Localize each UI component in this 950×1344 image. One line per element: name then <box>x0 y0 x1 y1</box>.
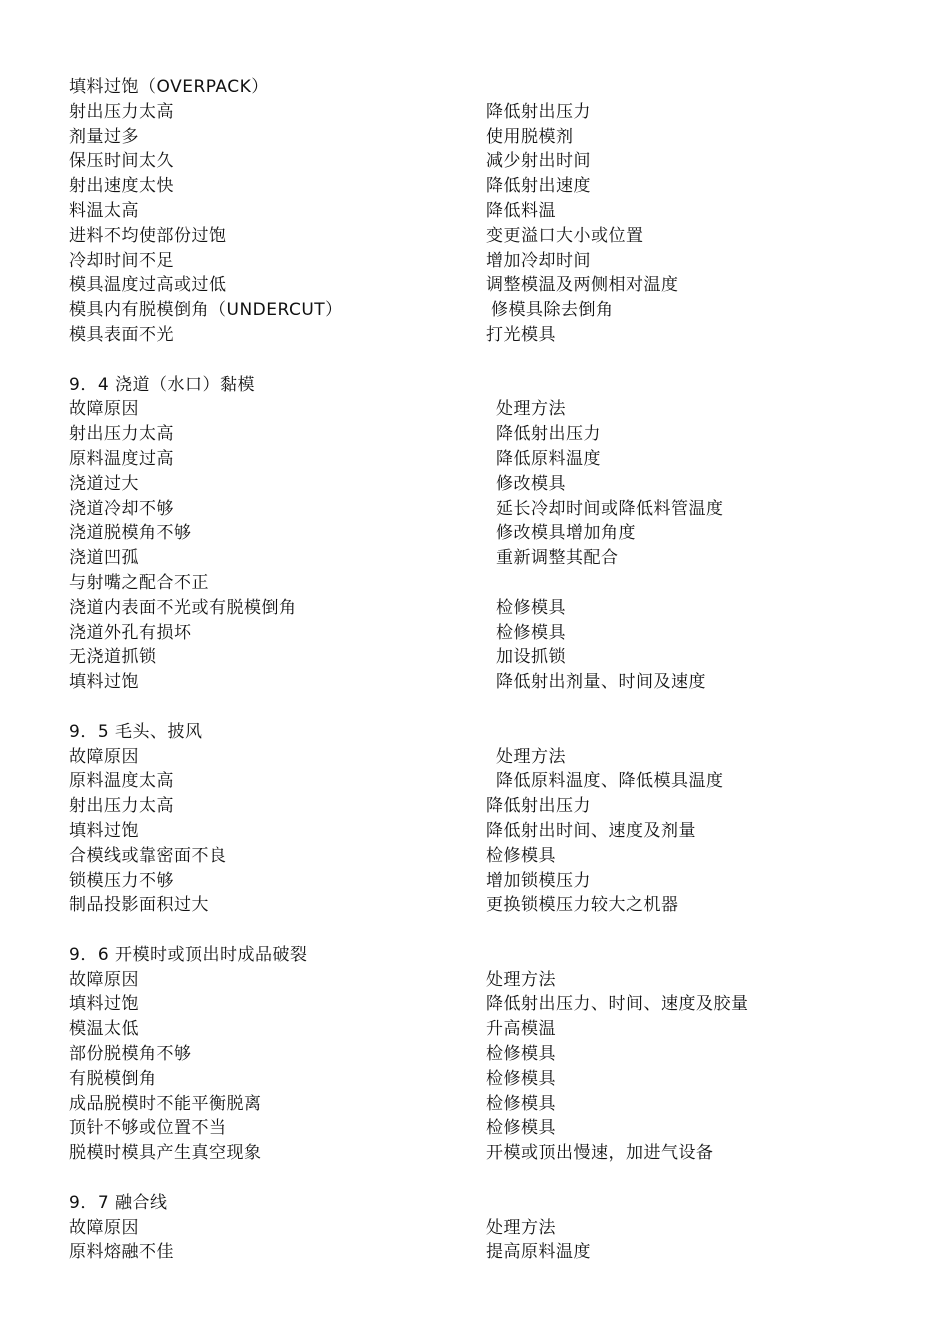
section-title-text: 9．6 开模时或顶出时成品破裂 <box>69 944 308 965</box>
fix-cell: 降低射出压力 <box>496 424 601 445</box>
fix-cell: 降低射出剂量、时间及速度 <box>496 672 706 693</box>
fix-cell: 检修模具 <box>486 1068 556 1089</box>
cause-cell: 模具温度过高或过低 <box>69 275 227 296</box>
cause-cell: 浇道过大 <box>69 473 139 494</box>
cause-cell: 剂量过多 <box>69 126 139 147</box>
fix-cell: 降低射出压力 <box>486 101 591 122</box>
section-spacer <box>69 1166 889 1191</box>
header-cause: 故障原因 <box>69 399 139 420</box>
fix-cell: 检修模具 <box>496 622 566 643</box>
cause-cell: 部份脱模角不够 <box>69 1044 192 1065</box>
cause-cell: 脱模时模具产生真空现象 <box>69 1143 262 1164</box>
cause-cell: 料温太高 <box>69 200 139 221</box>
table-row <box>69 1141 889 1166</box>
section-title-text: 9．5 毛头、披风 <box>69 721 203 742</box>
table-row <box>69 819 889 844</box>
table-row <box>69 249 889 274</box>
document-body <box>69 75 889 1265</box>
cause-cell: 无浇道抓锁 <box>69 647 157 668</box>
table-row <box>69 596 889 621</box>
cause-cell: 填料过饱 <box>69 994 139 1015</box>
table-row <box>69 224 889 249</box>
cause-cell: 顶针不够或位置不当 <box>69 1118 227 1139</box>
fix-cell: 检修模具 <box>486 845 556 866</box>
table-row <box>69 571 889 596</box>
table-header-row <box>69 968 889 993</box>
table-row <box>69 1092 889 1117</box>
fix-cell: 降低射出时间、速度及剂量 <box>486 820 696 841</box>
fix-cell: 降低料温 <box>486 200 556 221</box>
table-row <box>69 1042 889 1067</box>
cause-cell: 浇道外孔有损坏 <box>69 622 192 643</box>
table-row <box>69 893 889 918</box>
section-title-9-4 <box>69 373 889 398</box>
cause-cell: 射出速度太快 <box>69 176 174 197</box>
section-title-text: 填料过饱（OVERPACK） <box>69 77 269 97</box>
table-row <box>69 1067 889 1092</box>
cause-cell: 填料过饱 <box>69 820 139 841</box>
fix-cell: 检修模具 <box>486 1118 556 1139</box>
header-fix: 处理方法 <box>486 969 556 990</box>
section-title-overpack <box>69 75 889 100</box>
section-title-text: 9．7 融合线 <box>69 1192 168 1213</box>
table-row <box>69 199 889 224</box>
table-header-row <box>69 745 889 770</box>
section-title-text: 9．4 浇道（水口）黏模 <box>69 374 256 395</box>
header-cause: 故障原因 <box>69 1217 139 1238</box>
cause-cell: 射出压力太高 <box>69 796 174 817</box>
fix-cell: 降低射出速度 <box>486 176 591 197</box>
table-row <box>69 273 889 298</box>
fix-cell: 降低射出压力 <box>486 796 591 817</box>
fix-cell: 重新调整其配合 <box>496 548 619 569</box>
fix-cell: 升高模温 <box>486 1019 556 1040</box>
fix-cell: 增加锁模压力 <box>486 870 591 891</box>
section-title-9-5 <box>69 720 889 745</box>
cause-cell: 浇道凹孤 <box>69 548 139 569</box>
cause-cell: 与射嘴之配合不正 <box>69 572 209 593</box>
cause-cell: 浇道脱模角不够 <box>69 523 192 544</box>
table-row <box>69 422 889 447</box>
cause-cell: 填料过饱 <box>69 672 139 693</box>
header-fix: 处理方法 <box>496 746 566 767</box>
fix-cell: 打光模具 <box>486 324 556 345</box>
table-row <box>69 125 889 150</box>
cause-cell: 模具表面不光 <box>69 324 174 345</box>
fix-cell: 减少射出时间 <box>486 151 591 172</box>
table-row <box>69 546 889 571</box>
fix-cell: 提高原料温度 <box>486 1242 591 1263</box>
table-row <box>69 323 889 348</box>
fix-cell: 检修模具 <box>486 1093 556 1114</box>
fix-cell: 使用脱模剂 <box>486 126 574 147</box>
table-row <box>69 298 889 323</box>
section-title-9-7 <box>69 1191 889 1216</box>
table-row <box>69 1240 889 1265</box>
table-row <box>69 869 889 894</box>
cause-cell: 原料温度过高 <box>69 448 174 469</box>
header-fix: 处理方法 <box>486 1217 556 1238</box>
cause-cell: 模具内有脱模倒角（UNDERCUT） <box>69 300 343 321</box>
cause-cell: 浇道冷却不够 <box>69 498 174 519</box>
cause-cell: 射出压力太高 <box>69 424 174 445</box>
cause-cell: 进料不均使部份过饱 <box>69 225 227 246</box>
cause-cell: 原料熔融不佳 <box>69 1242 174 1263</box>
fix-cell: 修改模具 <box>496 473 566 494</box>
cause-cell: 锁模压力不够 <box>69 870 174 891</box>
table-row <box>69 769 889 794</box>
fix-cell: 调整模温及两侧相对温度 <box>486 275 679 296</box>
fix-cell: 降低原料温度 <box>496 448 601 469</box>
table-row <box>69 621 889 646</box>
cause-cell: 保压时间太久 <box>69 151 174 172</box>
cause-cell: 合模线或靠密面不良 <box>69 845 227 866</box>
fix-cell: 检修模具 <box>496 597 566 618</box>
fix-cell: 延长冷却时间或降低料管温度 <box>496 498 724 519</box>
fix-cell: 检修模具 <box>486 1044 556 1065</box>
cause-cell: 有脱模倒角 <box>69 1068 157 1089</box>
cause-cell: 浇道内表面不光或有脱模倒角 <box>69 597 297 618</box>
fix-cell: 加设抓锁 <box>496 647 566 668</box>
header-cause: 故障原因 <box>69 969 139 990</box>
table-row <box>69 521 889 546</box>
fix-cell: 降低原料温度、降低模具温度 <box>496 771 724 792</box>
section-spacer <box>69 348 889 373</box>
section-title-9-6 <box>69 943 889 968</box>
fix-cell: 更换锁模压力较大之机器 <box>486 895 679 916</box>
fix-cell: 变更溢口大小或位置 <box>486 225 644 246</box>
table-row <box>69 1116 889 1141</box>
section-spacer <box>69 918 889 943</box>
table-row <box>69 497 889 522</box>
table-row <box>69 1017 889 1042</box>
header-fix: 处理方法 <box>496 399 566 420</box>
table-row <box>69 844 889 869</box>
table-header-row <box>69 397 889 422</box>
fix-cell: 增加冷却时间 <box>486 250 591 271</box>
table-row <box>69 447 889 472</box>
table-row <box>69 794 889 819</box>
cause-cell: 原料温度太高 <box>69 771 174 792</box>
fix-cell: 修模具除去倒角 <box>491 300 614 321</box>
table-row <box>69 100 889 125</box>
table-row <box>69 645 889 670</box>
section-spacer <box>69 695 889 720</box>
table-row <box>69 992 889 1017</box>
cause-cell: 制品投影面积过大 <box>69 895 209 916</box>
fix-cell: 修改模具增加角度 <box>496 523 636 544</box>
fix-cell: 开模或顶出慢速，加进气设备 <box>486 1143 714 1164</box>
cause-cell: 成品脱模时不能平衡脱离 <box>69 1093 262 1114</box>
cause-cell: 冷却时间不足 <box>69 250 174 271</box>
table-row <box>69 149 889 174</box>
table-header-row <box>69 1216 889 1241</box>
cause-cell: 模温太低 <box>69 1019 139 1040</box>
header-cause: 故障原因 <box>69 746 139 767</box>
table-row <box>69 174 889 199</box>
fix-cell: 降低射出压力、时间、速度及胶量 <box>486 994 749 1015</box>
table-row <box>69 670 889 695</box>
cause-cell: 射出压力太高 <box>69 101 174 122</box>
table-row <box>69 472 889 497</box>
